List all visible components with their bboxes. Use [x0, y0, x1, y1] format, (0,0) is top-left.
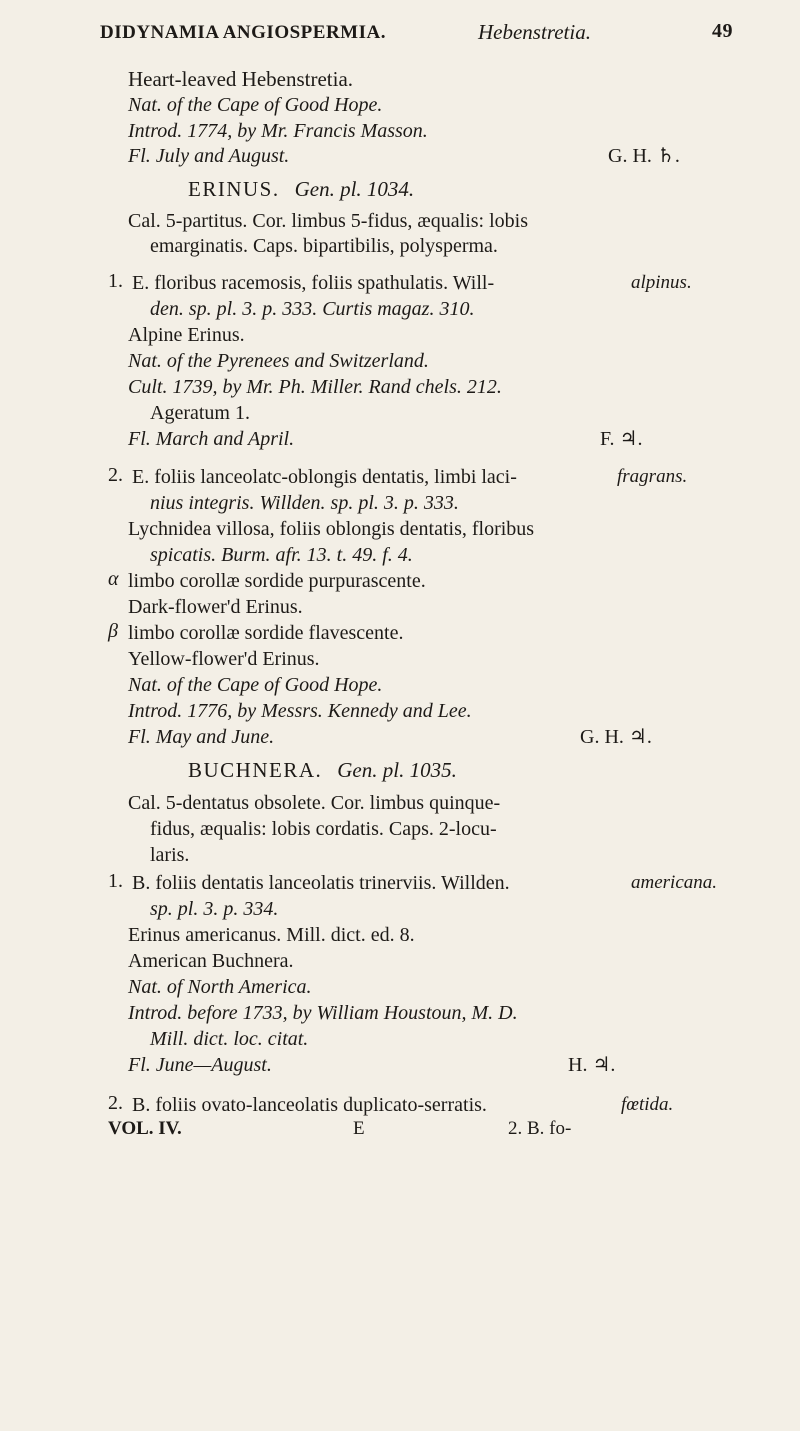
buchnera-character-2: fidus, æqualis: lobis cordatis. Caps. 2-locu- [150, 818, 497, 840]
erinus-genus-name: ERINUS. [188, 177, 280, 201]
hebenstretia-native: Nat. of the Cape of Good Hope. [128, 94, 383, 116]
erinus-alpinus-cult: Cult. 1739, by Mr. Ph. Miller. Rand chels. 212. [128, 376, 502, 398]
erinus-alpinus-synonym: Ageratum 1. [150, 402, 250, 424]
erinus-genus-heading [188, 176, 414, 203]
buchnera-americana-flowering-note: H. ♃. [568, 1054, 616, 1076]
variety-beta-name: Yellow-flower'd Erinus. [128, 648, 320, 670]
variety-alpha-description: limbo corollæ sordide purpurascente. [128, 570, 426, 592]
buchnera-character-3: laris. [150, 844, 190, 866]
buchnera-americana-introduced-2: Mill. dict. loc. citat. [150, 1028, 309, 1050]
erinus-fragrans-introduced: Introd. 1776, by Messrs. Kennedy and Lee. [128, 700, 472, 722]
buchnera-americana-synonym: Erinus americanus. Mill. dict. ed. 8. [128, 924, 415, 946]
running-title: DIDYNAMIA ANGIOSPERMIA. [100, 22, 386, 43]
running-header [100, 22, 740, 56]
erinus-species-2-line-1: E. foliis lanceolatc-oblongis dentatis, limbi laci- [132, 466, 517, 488]
erinus-alpinus-flowering: Fl. March and April. [128, 428, 295, 450]
erinus-character-2: emarginatis. Caps. bipartibilis, polysperma. [150, 235, 498, 257]
hebenstretia-flowering-note: G. H. ♄. [608, 145, 680, 167]
variety-alpha-mark: α [108, 568, 119, 590]
buchnera-species-1-line-1: B. foliis dentatis lanceolatis trinerviis. Willden. [132, 872, 510, 894]
page-number: 49 [712, 20, 733, 42]
erinus-character-1: Cal. 5-partitus. Cor. limbus 5-fidus, æqualis: lobis [128, 210, 528, 232]
erinus-fragrans-native: Nat. of the Cape of Good Hope. [128, 674, 383, 696]
buchnera-foetida-trivial: fœtida. [621, 1094, 674, 1115]
hebenstretia-flowering: Fl. July and August. [128, 145, 290, 167]
buchnera-character-1: Cal. 5-dentatus obsolete. Cor. limbus quinque- [128, 792, 501, 814]
erinus-species-1-line-1: E. floribus racemosis, foliis spathulatis. Will- [132, 272, 495, 294]
variety-beta-description: limbo corollæ sordide flavescente. [128, 622, 404, 644]
hebenstretia-common-name: Heart-leaved Hebenstretia. [128, 67, 354, 91]
erinus-fragrans-flowering-note: G. H. ♃. [580, 726, 652, 748]
buchnera-americana-common-name: American Buchnera. [128, 950, 294, 972]
buchnera-americana-trivial: americana. [631, 872, 718, 893]
buchnera-species-2-number: 2. [108, 1092, 123, 1114]
catchword: 2. B. fo- [508, 1118, 572, 1139]
buchnera-species-2-line-1: B. foliis ovato-lanceolatis duplicato-serratis. [132, 1094, 487, 1116]
variety-beta-mark: β [108, 620, 118, 642]
buchnera-genus-ref: Gen. pl. 1035. [337, 758, 457, 782]
buchnera-genus-heading [188, 757, 457, 784]
erinus-fragrans-synonym-1: Lychnidea villosa, foliis oblongis dentatis, floribus [128, 518, 535, 540]
erinus-alpinus-native: Nat. of the Pyrenees and Switzerland. [128, 350, 429, 372]
erinus-fragrans-flowering: Fl. May and June. [128, 726, 275, 748]
erinus-species-1-number: 1. [108, 270, 123, 292]
erinus-species-2-line-2: nius integris. Willden. sp. pl. 3. p. 333. [150, 492, 459, 514]
erinus-alpinus-trivial: alpinus. [631, 272, 692, 293]
erinus-species-1-line-2: den. sp. pl. 3. p. 333. Curtis magaz. 310. [150, 298, 475, 320]
erinus-genus-ref: Gen. pl. 1034. [294, 177, 415, 201]
erinus-alpinus-flowering-note: F. ♃. [600, 428, 643, 450]
header-genus: Hebenstretia. [478, 20, 591, 44]
hebenstretia-introduced: Introd. 1774, by Mr. Francis Masson. [128, 120, 428, 142]
buchnera-species-1-number: 1. [108, 870, 123, 892]
buchnera-species-1-line-2: sp. pl. 3. p. 334. [150, 898, 279, 920]
erinus-alpinus-common-name: Alpine Erinus. [128, 324, 245, 346]
variety-alpha-name: Dark-flower'd Erinus. [128, 596, 303, 618]
buchnera-americana-introduced-1: Introd. before 1733, by William Houstoun, M. D. [128, 1002, 518, 1024]
erinus-fragrans-trivial: fragrans. [617, 466, 688, 487]
signature-mark: E [353, 1118, 365, 1139]
erinus-fragrans-synonym-2: spicatis. Burm. afr. 13. t. 49. f. 4. [150, 544, 413, 566]
volume-label: VOL. IV. [108, 1118, 182, 1139]
erinus-species-2-number: 2. [108, 464, 123, 486]
buchnera-americana-native: Nat. of North America. [128, 976, 312, 998]
buchnera-americana-flowering: Fl. June—August. [128, 1054, 272, 1076]
buchnera-genus-name: BUCHNERA. [188, 758, 323, 782]
